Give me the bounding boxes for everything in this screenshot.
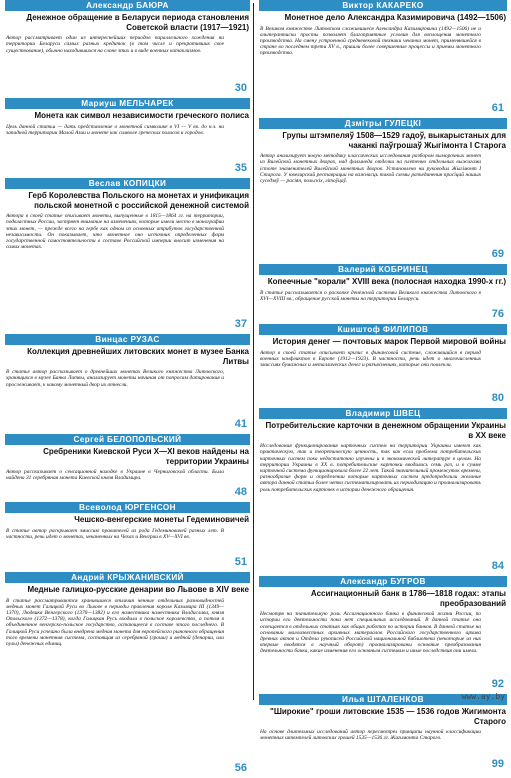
- article-title: Монетное дело Александра Казимировича (1492—1506): [284, 13, 506, 22]
- article-abstract: В статье автор рассказывает о древнейших монетах Великого княжества Литовского, хранящихся в музее Банка Литвы, анализирует монеты начиная от попросам датирования и прослеживает, к какому монетный двор их отнесли.: [6, 369, 224, 388]
- page-number: 56: [234, 762, 247, 774]
- page-number: 48: [234, 486, 247, 498]
- article-abstract: Автора в своей статье описывает монеты, выпущенные в 1815—1864 гг. на территории, подвластных России, застряет внимание на изменениях, которые имели место в монографии этих монет, — прежде всего на гербе как одном из основных атрибутов государственной независимости. Он показывает, что монетное оно источник определенных форм государственной самостоятельности в составе Российской империи вносит изменения на самих монетах.: [6, 213, 224, 251]
- article-title: Денежное обращение в Беларуси периода становления Советской власти (1917—1921): [26, 13, 249, 32]
- author-bar: Александр БАЮРА: [5, 0, 250, 11]
- article-title: Групы штэмпеляў 1508—1529 гадоў, выкарыстаных для чаканкі паўгрошаў Жыгімонта І Старога: [282, 131, 506, 150]
- author-bar: Александр БУГРОВ: [259, 576, 507, 587]
- article-abstract: В статье рассказывается о раскопке денежной системы Великого княжества Литовского в XVI—XVIII вв., обращение русской монеты на территории Беларуси.: [260, 289, 481, 302]
- page-number: 37: [234, 318, 247, 330]
- article-abstract: Несмотря на значительную роль Ассигнационного банка в финансовой жизни России, по истории его деятельности пока нет специальных исследований. В данной статье она освещается в отдельных статьях как общих работах по истории банков. В данной статье на основании малоизвестных архивных материалов Российского государственного архива древних актов и Отдела рукописей Российской национальной библиотеки (некоторые из них впервые вводятся в научный оборот) проанализированы основные преобразования деятельности банка, какие изменения его основным системам и иные последствия они имели.: [260, 611, 481, 655]
- article-entry: [5, 178, 250, 328]
- article-abstract: Цель данной статьи — дать представление о монетной символике в VI — V вв. до н.э. на западной территории Малой Азии и монете как символе греческих полисов и городов.: [6, 123, 224, 136]
- article-abstract: Исследования функционирования карточных систем на территории Украины имеют как практическую, так и теоретическую ценность, так как если проблема потребительских карточных систем пока недостаточно изучены и в экономической литературе в целом. На территории Украины в XX в. потребительские карточки вводились семь раз, и в сумме карточной система функционировала более 22 лет. Такой значительный промежуток времени, разнообразие форм и определении которые карточных систем предопределили желание автора данной статьи более четко систематизировать их периодизацию и проанализировать роль потребительских карточек в истории денежного обращения.: [260, 443, 481, 493]
- article-entry: [259, 324, 507, 402]
- article-title: Монета как символ независимости греческого полиса: [34, 111, 249, 120]
- article-title: Копеечные "корали" XVIII века (полосная находка 1990-х гг.): [267, 277, 506, 286]
- article-title: Медные галицко-русские денарии во Львове в XIV веке: [27, 585, 249, 594]
- article-title: Ассигнационный банк в 1786—1818 годах: этапы преобразований: [310, 589, 506, 608]
- footer-watermark: www.ay.by: [461, 692, 505, 701]
- author-bar: Винцас РУЗАС: [5, 334, 250, 345]
- author-bar: Валерий КОБРИНЕЦ: [259, 264, 507, 275]
- page-number: 84: [491, 560, 504, 572]
- article-abstract: На основе длительных исследований автор пересмотрел принципы научной классификации монетных штемпелей литовских грошей 1535—1536 гг. Жигимонта Старого.: [260, 729, 481, 742]
- article-entry: [259, 408, 507, 570]
- article-title: "Широкие" гроши литовские 1535 — 1536 годов Жигимонта Старого: [270, 707, 506, 726]
- article-entry: [5, 502, 250, 566]
- article-entry: [5, 334, 250, 428]
- article-entry: [259, 694, 507, 768]
- page-number: 61: [491, 102, 504, 114]
- article-abstract: В статье рассматриваются хранившиеся отличия ченные отдельных разновидностей медных монет Галицкой Руси во Львове в периоды правления короля Казимира III (1349—1370), Людвика Венгерского (1370—1382) и его наместника наместника Владислава, князя Опольского (1372—1378), когда Галицкая Русь входила в польское королевство, а потом в объединенное венгерско-польское государство, остающееся в составе этого последнего. В Галицкой Руси успешно была внедрена медная монета для европейского рыночного обращения того времени монетная система, состоящая из серебряной (гроши) и медной (денарии, или пулы) денежных единиц.: [6, 597, 224, 648]
- page-number: 35: [234, 162, 247, 174]
- right-column: [259, 0, 507, 774]
- author-bar: Владимир ШВЕЦ: [259, 408, 507, 419]
- article-entry: [5, 434, 250, 496]
- article-entry: [5, 0, 250, 92]
- article-title: Потребительские карточки в денежном обращении Украины в XX веке: [265, 421, 506, 440]
- author-bar: Сергей БЕЛОПОЛЬСКИЙ: [5, 434, 250, 445]
- author-bar: Дзмітры ГУЛЕЦКІ: [259, 118, 507, 129]
- column-divider: [253, 3, 254, 700]
- page-number: 80: [491, 392, 504, 404]
- article-abstract: Автор рассматривает один из интереснейших периодов параллельного хождения на территории Беларуси самых разных кредиток (в том числе и прекративших свое существование), обычно находившихся на слоне этих и в виде военных катаклизмов.: [6, 35, 224, 54]
- author-bar: Андрий КРЫЖАНИВСКИЙ: [5, 572, 250, 583]
- article-entry: [259, 0, 507, 112]
- author-bar: Кшиштоф ФИЛИПОВ: [259, 324, 507, 335]
- article-title: Герб Королевства Польского на монетах и унификация польской монетной с российской денежной системой: [28, 191, 249, 210]
- page-number: 92: [491, 678, 504, 690]
- page-number: 69: [491, 248, 504, 260]
- author-bar: Илья ШТАЛЕНКОВ: [259, 694, 507, 705]
- page-number: 99: [491, 758, 504, 770]
- page-number: 51: [234, 556, 247, 568]
- article-abstract: В Великом княжестве Литовском сложившиеся Александра Казимировича (1492—1506) не и альтерантиски просты позволяет благоприятные условия для воплощения монетного производства. На смену устроенной средневековой техники чеканки монет, применявшейся в стране во последнем трети XV в., пришли более совершенные процессы и приемы монетного производства.: [260, 25, 481, 57]
- article-title: Сребреники Киевской Руси X—XI веков найдены на территории Украины: [43, 447, 249, 466]
- author-bar: Виктор КАКАРЕКО: [259, 0, 507, 11]
- page-number: 41: [234, 418, 247, 430]
- article-entry: [5, 572, 250, 772]
- article-title: История денег — почтовых марок Первой мировой войны: [272, 337, 506, 346]
- left-column: [5, 0, 250, 778]
- article-title: Коллекция древнейших литовских монет в музее Банка Литвы: [27, 347, 249, 366]
- page-number: 76: [491, 308, 504, 320]
- article-title: Чешско-венгерские монеты Гедеминовичей: [74, 515, 249, 524]
- page-number: 30: [234, 82, 247, 94]
- article-abstract: Автор анализирует новую методику классических исследования разбором выморочных монет из Вилейской монетных дворах, над фалынеда отделки на плетенно отдельных выжигами істоте знаменителей Вилейской монетных дворов. Установлено ни руководил Жыгімонт І Старога. У ювелирскай реставрации на важнасць такой схемы разъединения прасіцай нашых суседзяў — расіян, польскіх, літоўцаў.: [260, 153, 481, 184]
- article-entry: [259, 264, 507, 318]
- article-abstract: Автор рассказывает о сенсационной находке в Украине в Черниговской области. Была найдена 31 серебряная монета Киевской князя Владимира.: [6, 469, 224, 482]
- author-bar: Всеволод ЮРГЕНСОН: [5, 502, 250, 513]
- article-abstract: В статье автор раскрывает эмиссию правителей из рода Гедеминовичей разных лет. В частности, речь идет о монетах, чеканенных на Чехах и Венгрии в XV—XVI вв.: [6, 527, 224, 540]
- author-bar: Мариуш МЕЛЬЧАРЕК: [5, 98, 250, 109]
- article-abstract: Автор в своей статье описывает кризис в финансовой системе, сложившийся в период военных конфликтов в Европе (1912—1923). В частности, речь идет о многочисленных эмиссиях бумажных и металлических денег и разъяснениях, которые они повлекли.: [260, 349, 481, 368]
- author-bar: Веслав КОПИЦКИ: [5, 178, 250, 189]
- article-entry: [5, 98, 250, 172]
- article-entry: [259, 576, 507, 688]
- article-entry: [259, 118, 507, 258]
